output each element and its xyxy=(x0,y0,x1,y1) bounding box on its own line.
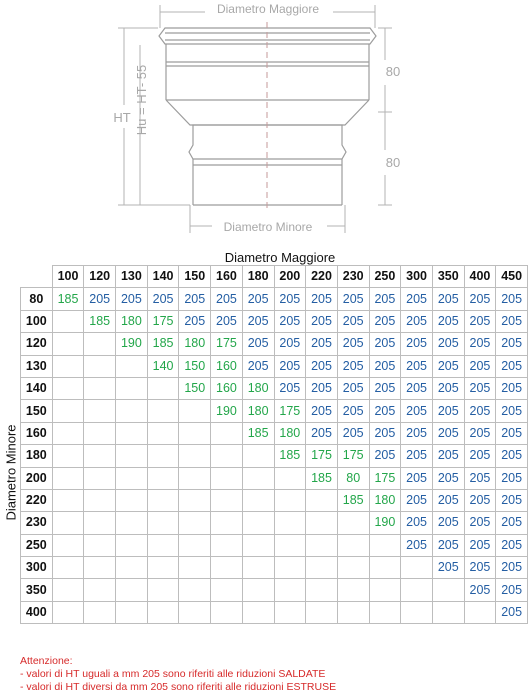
table-cell: 175 xyxy=(369,467,401,489)
table-cell xyxy=(52,422,84,444)
table-cell xyxy=(52,377,84,399)
table-cell: 190 xyxy=(211,400,243,422)
table-cell xyxy=(306,489,338,511)
corner-cell xyxy=(21,266,53,288)
table-cell: 205 xyxy=(496,601,528,623)
row-header: 200 xyxy=(21,467,53,489)
column-header: 120 xyxy=(84,266,116,288)
column-header: 200 xyxy=(274,266,306,288)
table-cell: 205 xyxy=(116,288,148,310)
table-cell xyxy=(52,534,84,556)
table-cell: 205 xyxy=(432,534,464,556)
table-cell: 205 xyxy=(496,310,528,332)
table-cell xyxy=(116,489,148,511)
table-cell xyxy=(337,512,369,534)
table-cell: 205 xyxy=(211,310,243,332)
table-cell: 205 xyxy=(369,333,401,355)
table-cell: 180 xyxy=(274,422,306,444)
table-cell: 205 xyxy=(369,377,401,399)
table-cell xyxy=(179,579,211,601)
table-cell: 205 xyxy=(432,377,464,399)
table-cell: 205 xyxy=(464,579,496,601)
table-cell: 205 xyxy=(401,377,433,399)
table-cell: 205 xyxy=(432,355,464,377)
table-row xyxy=(21,579,528,601)
table-cell xyxy=(116,422,148,444)
table-cell: 205 xyxy=(432,467,464,489)
table-cell xyxy=(147,445,179,467)
table-cell xyxy=(401,557,433,579)
table-cell xyxy=(147,512,179,534)
table-cell xyxy=(274,534,306,556)
table-cell: 160 xyxy=(211,377,243,399)
table-cell: 205 xyxy=(274,310,306,332)
table-cell xyxy=(401,579,433,601)
table-cell xyxy=(179,601,211,623)
table-cell: 175 xyxy=(337,445,369,467)
ht-label: HT xyxy=(113,110,131,125)
bottom-diameter-label: Diametro Minore xyxy=(223,220,313,234)
table-cell xyxy=(179,534,211,556)
row-header: 400 xyxy=(21,601,53,623)
row-header: 130 xyxy=(21,355,53,377)
table-cell xyxy=(116,512,148,534)
table-cell xyxy=(84,467,116,489)
table-cell xyxy=(306,579,338,601)
table-cell xyxy=(116,601,148,623)
table-cell: 205 xyxy=(306,333,338,355)
table-cell: 185 xyxy=(274,445,306,467)
table-cell: 205 xyxy=(337,355,369,377)
column-header: 140 xyxy=(147,266,179,288)
table-cell xyxy=(211,579,243,601)
table-cell: 175 xyxy=(274,400,306,422)
table-row xyxy=(21,467,528,489)
table-cell xyxy=(242,489,274,511)
upper-dimension-value: 80 xyxy=(385,64,401,79)
table-cell: 185 xyxy=(242,422,274,444)
table-cell xyxy=(369,579,401,601)
table-cell xyxy=(432,601,464,623)
header-row xyxy=(21,266,528,288)
table-cell: 205 xyxy=(432,288,464,310)
table-cell: 180 xyxy=(369,489,401,511)
table-cell: 205 xyxy=(337,310,369,332)
table-cell xyxy=(369,557,401,579)
table-cell: 205 xyxy=(464,534,496,556)
table-cell: 205 xyxy=(496,557,528,579)
table-cell: 205 xyxy=(464,467,496,489)
table-cell: 205 xyxy=(306,400,338,422)
table-cell xyxy=(116,467,148,489)
table-cell: 205 xyxy=(369,445,401,467)
table-side-label: Diametro Minore xyxy=(3,424,19,521)
table-cell xyxy=(242,445,274,467)
table-cell xyxy=(274,467,306,489)
table-cell xyxy=(84,579,116,601)
table-cell: 205 xyxy=(274,288,306,310)
table-cell xyxy=(337,601,369,623)
table-cell xyxy=(242,534,274,556)
table-cell xyxy=(52,557,84,579)
table-cell xyxy=(52,355,84,377)
table-cell xyxy=(147,579,179,601)
table-cell xyxy=(84,601,116,623)
table-cell: 140 xyxy=(147,355,179,377)
table-cell: 205 xyxy=(147,288,179,310)
table-cell xyxy=(211,557,243,579)
table-cell: 185 xyxy=(337,489,369,511)
table-cell: 205 xyxy=(274,355,306,377)
table-cell: 205 xyxy=(306,355,338,377)
table-cell xyxy=(432,579,464,601)
table-cell xyxy=(274,579,306,601)
table-cell: 205 xyxy=(401,534,433,556)
table-cell xyxy=(306,557,338,579)
table-cell xyxy=(116,445,148,467)
table-cell xyxy=(147,557,179,579)
table-cell: 190 xyxy=(116,333,148,355)
table-cell: 175 xyxy=(211,333,243,355)
table-cell xyxy=(116,355,148,377)
table-cell xyxy=(52,601,84,623)
table-cell: 185 xyxy=(147,333,179,355)
row-header: 300 xyxy=(21,557,53,579)
row-header: 100 xyxy=(21,310,53,332)
table-cell: 205 xyxy=(337,400,369,422)
table-cell xyxy=(369,534,401,556)
table-cell xyxy=(52,310,84,332)
table-row xyxy=(21,422,528,444)
table-cell: 205 xyxy=(369,288,401,310)
table-cell xyxy=(274,601,306,623)
table-cell: 205 xyxy=(369,400,401,422)
row-header: 220 xyxy=(21,489,53,511)
row-header: 120 xyxy=(21,333,53,355)
table-cell: 205 xyxy=(401,489,433,511)
table-cell xyxy=(211,534,243,556)
table-cell xyxy=(179,512,211,534)
table-cell: 185 xyxy=(84,310,116,332)
table-cell: 205 xyxy=(464,400,496,422)
table-cell: 205 xyxy=(464,557,496,579)
table-cell xyxy=(211,601,243,623)
table-cell: 205 xyxy=(464,288,496,310)
table-cell: 180 xyxy=(242,400,274,422)
table-cell xyxy=(306,512,338,534)
table-cell: 205 xyxy=(274,377,306,399)
column-header: 130 xyxy=(116,266,148,288)
table-cell: 205 xyxy=(274,333,306,355)
column-header: 300 xyxy=(401,266,433,288)
table-row xyxy=(21,333,528,355)
table-cell: 205 xyxy=(401,422,433,444)
table-row xyxy=(21,489,528,511)
table-cell: 205 xyxy=(369,422,401,444)
table-cell: 205 xyxy=(401,288,433,310)
column-header: 250 xyxy=(369,266,401,288)
table-cell xyxy=(274,512,306,534)
row-header: 180 xyxy=(21,445,53,467)
table-cell: 205 xyxy=(432,557,464,579)
table-cell: 205 xyxy=(496,489,528,511)
table-row xyxy=(21,377,528,399)
table-cell: 205 xyxy=(464,310,496,332)
table-cell: 205 xyxy=(464,377,496,399)
table-cell: 205 xyxy=(242,333,274,355)
table-row xyxy=(21,601,528,623)
table-cell: 205 xyxy=(496,355,528,377)
table-cell xyxy=(84,557,116,579)
table-cell xyxy=(211,467,243,489)
table-cell: 160 xyxy=(211,355,243,377)
table-cell xyxy=(84,422,116,444)
table-row xyxy=(21,355,528,377)
table-cell: 205 xyxy=(401,355,433,377)
table-cell xyxy=(211,445,243,467)
table-cell: 205 xyxy=(496,579,528,601)
row-header: 80 xyxy=(21,288,53,310)
table-row xyxy=(21,288,528,310)
notes-line-welded: - valori di HT uguali a mm 205 sono riferiti alle riduzioni SALDATE xyxy=(20,668,326,680)
column-header: 350 xyxy=(432,266,464,288)
table-cell: 205 xyxy=(496,400,528,422)
row-header: 150 xyxy=(21,400,53,422)
table-cell xyxy=(84,333,116,355)
table-row xyxy=(21,534,528,556)
lower-dimension-value: 80 xyxy=(385,155,401,170)
table-cell xyxy=(242,579,274,601)
table-cell: 205 xyxy=(432,422,464,444)
table-cell: 205 xyxy=(337,377,369,399)
table-cell: 205 xyxy=(337,422,369,444)
table-cell xyxy=(242,467,274,489)
table-cell xyxy=(52,512,84,534)
table-cell: 205 xyxy=(464,445,496,467)
table-cell: 80 xyxy=(337,467,369,489)
table-cell: 205 xyxy=(496,534,528,556)
table-cell: 205 xyxy=(369,310,401,332)
table-cell xyxy=(211,512,243,534)
table-cell xyxy=(179,557,211,579)
table-cell: 205 xyxy=(496,512,528,534)
top-diameter-label: Diametro Maggiore xyxy=(216,2,320,16)
column-header: 100 xyxy=(52,266,84,288)
table-cell xyxy=(369,601,401,623)
table-cell: 205 xyxy=(496,445,528,467)
table-cell xyxy=(306,601,338,623)
table-cell xyxy=(52,445,84,467)
table-cell xyxy=(84,512,116,534)
table-cell xyxy=(274,489,306,511)
table-cell xyxy=(242,557,274,579)
table-cell: 205 xyxy=(179,288,211,310)
table-cell xyxy=(147,489,179,511)
table-cell: 205 xyxy=(401,445,433,467)
table-cell: 185 xyxy=(52,288,84,310)
table-cell xyxy=(179,422,211,444)
table-cell xyxy=(84,489,116,511)
table-cell: 205 xyxy=(432,400,464,422)
table-cell: 205 xyxy=(464,512,496,534)
table-cell xyxy=(84,445,116,467)
table-row xyxy=(21,310,528,332)
row-header: 350 xyxy=(21,579,53,601)
table-row xyxy=(21,557,528,579)
table-cell xyxy=(337,579,369,601)
table-cell: 185 xyxy=(306,467,338,489)
table-cell: 205 xyxy=(401,310,433,332)
table-cell xyxy=(147,467,179,489)
table-cell xyxy=(116,579,148,601)
table-cell xyxy=(116,534,148,556)
table-cell: 205 xyxy=(432,445,464,467)
table-cell xyxy=(84,355,116,377)
table-cell: 205 xyxy=(464,355,496,377)
table-cell: 150 xyxy=(179,377,211,399)
table-cell: 205 xyxy=(496,333,528,355)
table-cell: 205 xyxy=(242,355,274,377)
table-cell: 205 xyxy=(84,288,116,310)
table-cell: 190 xyxy=(369,512,401,534)
column-header: 400 xyxy=(464,266,496,288)
table-cell xyxy=(116,557,148,579)
table-cell: 205 xyxy=(432,512,464,534)
table-cell xyxy=(147,422,179,444)
table-cell: 205 xyxy=(401,333,433,355)
row-header: 250 xyxy=(21,534,53,556)
table-cell: 205 xyxy=(401,467,433,489)
table-cell: 205 xyxy=(306,310,338,332)
table-cell xyxy=(147,601,179,623)
table-cell: 205 xyxy=(306,422,338,444)
table-cell: 205 xyxy=(337,333,369,355)
table-cell xyxy=(52,489,84,511)
table-cell: 205 xyxy=(242,310,274,332)
table-cell xyxy=(337,534,369,556)
table-cell: 205 xyxy=(306,377,338,399)
column-header: 230 xyxy=(337,266,369,288)
table-cell: 205 xyxy=(369,355,401,377)
notes xyxy=(20,655,336,694)
column-header: 180 xyxy=(242,266,274,288)
table-cell xyxy=(179,467,211,489)
table-cell xyxy=(52,579,84,601)
table-row xyxy=(21,512,528,534)
table-cell: 205 xyxy=(242,288,274,310)
table-cell xyxy=(116,400,148,422)
reducer-diagram xyxy=(0,0,530,245)
table-cell: 205 xyxy=(432,489,464,511)
table-cell xyxy=(242,512,274,534)
table-cell xyxy=(401,601,433,623)
table-cell: 205 xyxy=(496,288,528,310)
table-row xyxy=(21,445,528,467)
table-cell xyxy=(84,400,116,422)
table-cell: 205 xyxy=(401,512,433,534)
table-cell xyxy=(242,601,274,623)
table-title: Diametro Maggiore xyxy=(224,250,336,265)
table-cell: 205 xyxy=(306,288,338,310)
table-cell: 205 xyxy=(432,310,464,332)
table-cell xyxy=(84,377,116,399)
table-cell xyxy=(147,377,179,399)
table-cell: 175 xyxy=(147,310,179,332)
notes-heading: Attenzione: xyxy=(20,655,73,667)
table-cell: 205 xyxy=(432,333,464,355)
table-cell: 205 xyxy=(496,422,528,444)
column-header: 450 xyxy=(496,266,528,288)
table-cell: 205 xyxy=(464,489,496,511)
table-cell xyxy=(147,534,179,556)
row-header: 160 xyxy=(21,422,53,444)
table-cell xyxy=(52,400,84,422)
column-header: 150 xyxy=(179,266,211,288)
table-cell: 180 xyxy=(242,377,274,399)
column-header: 160 xyxy=(211,266,243,288)
table-cell: 205 xyxy=(464,333,496,355)
row-header: 140 xyxy=(21,377,53,399)
table-cell xyxy=(179,489,211,511)
hu-label: Hu = HT- 55 xyxy=(134,64,149,136)
table-cell xyxy=(147,400,179,422)
table-cell xyxy=(306,534,338,556)
table-cell xyxy=(52,467,84,489)
table-cell: 205 xyxy=(496,467,528,489)
table-cell xyxy=(211,489,243,511)
table-cell: 205 xyxy=(211,288,243,310)
notes-line-extruded: - valori di HT diversi da mm 205 sono riferiti alle riduzioni ESTRUSE xyxy=(20,681,337,693)
table-cell: 205 xyxy=(337,288,369,310)
table-cell xyxy=(211,422,243,444)
table-cell: 205 xyxy=(496,377,528,399)
table-cell xyxy=(84,534,116,556)
table-cell: 205 xyxy=(464,422,496,444)
table-cell: 150 xyxy=(179,355,211,377)
table-cell xyxy=(274,557,306,579)
table-cell xyxy=(52,333,84,355)
row-header: 230 xyxy=(21,512,53,534)
table-cell: 205 xyxy=(401,400,433,422)
column-header: 220 xyxy=(306,266,338,288)
table-cell: 205 xyxy=(179,310,211,332)
table-cell xyxy=(116,377,148,399)
table-cell: 175 xyxy=(306,445,338,467)
table-row xyxy=(21,400,528,422)
table-cell xyxy=(464,601,496,623)
table-cell xyxy=(179,445,211,467)
table-cell xyxy=(179,400,211,422)
table-cell: 180 xyxy=(179,333,211,355)
height-table xyxy=(20,265,528,624)
table-cell: 180 xyxy=(116,310,148,332)
table-cell xyxy=(337,557,369,579)
